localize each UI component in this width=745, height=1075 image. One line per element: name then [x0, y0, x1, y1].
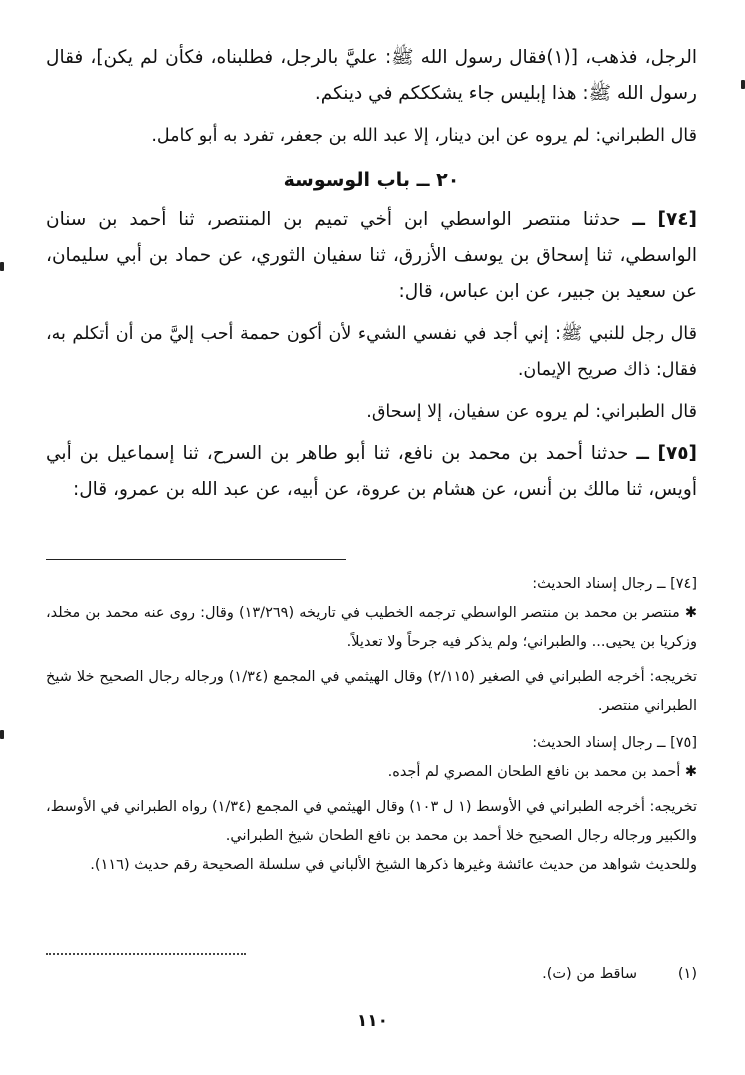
footnote-75-header: [٧٥] ــ رجال إسناد الحديث:: [532, 735, 697, 751]
hadith-74-chain: حدثنا منتصر الواسطي ابن أخي تميم بن المنتصر، ثنا أحمد بن سنان الواسطي، ثنا إسحاق بن يوسف الأزرق، ثنا سفيان الثوري، عن حماد بن أبي سليمان، عن سعيد بن جبير، عن ابن عباس، قال:: [46, 209, 697, 302]
margin-mark: [0, 730, 4, 739]
hadith-75-number: [٧٥] ــ: [636, 443, 698, 464]
main-text: [46, 40, 697, 508]
margin-mark: [0, 262, 4, 271]
footnote-75-takhrij: تخريجه: أخرجه الطبراني في الأوسط (١ ل ١٠٣) وقال الهيثمي في المجمع (١/٣٤) رواه الطبراني في الأوسط، والكبير ورجاله رجال الصحيح خلا أحمد بن محمد بن نافع الطحان شيخ الطبراني.: [46, 799, 697, 844]
hadith-74-text: قال رجل للنبي ﷺ: إني أجد في نفسي الشيء لأن أكون حممة أحب إليَّ من أن أتكلم به، فقال: ذاك صريح الإيمان.: [46, 324, 697, 380]
endnote-1-text: ساقط من (ت).: [542, 966, 637, 982]
tabarani-comment-1: قال الطبراني: لم يروه عن ابن دينار، إلا عبد الله بن جعفر، تفرد به أبو كامل.: [151, 126, 697, 146]
endnote-1: [46, 960, 697, 989]
footnote-75-narrator: ✱ أحمد بن محمد بن نافع الطحان المصري لم أجده.: [387, 764, 697, 780]
tabarani-comment-2: قال الطبراني: لم يروه عن سفيان، إلا إسحاق.: [366, 402, 697, 422]
hadith-75-chain: حدثنا أحمد بن محمد بن نافع، ثنا أبو طاهر بن السرح، ثنا إسماعيل بن أبي أويس، ثنا مالك بن أنس، عن هشام بن عروة، عن أبيه، عن عبد الله بن عمرو، قال:: [46, 443, 697, 500]
page-number: ١١٠: [356, 1011, 389, 1031]
hadith-75-isnad: [46, 436, 697, 508]
chapter-heading: ٢٠ ــ باب الوسوسة: [283, 169, 460, 191]
footnote-75-shawahid: وللحديث شواهد من حديث عائشة وغيرها ذكرها الشيخ الألباني في سلسلة الصحيحة رقم حديث (١١٦).: [90, 857, 697, 873]
hadith-74-isnad: [46, 202, 697, 310]
footnote-separator: [46, 559, 346, 560]
endnote-separator: [46, 953, 246, 955]
paragraph-continuation: الرجل، فذهب، [(١)فقال رسول الله ﷺ: عليَّ بالرجل، فطلبناه، فكأن لم يكن]، فقال رسول الله ﷺ: هذا إبليس جاء يشكككم في دينكم.: [46, 47, 698, 104]
footnote-74-header: [٧٤] ــ رجال إسناد الحديث:: [532, 576, 697, 592]
footnote-74-narrator: ✱ منتصر بن محمد بن منتصر الواسطي ترجمه الخطيب في تاريخه (١٣/٢٦٩) وقال: روى عنه محمد بن مخلد، وزكريا بن يحيى... والطبراني؛ ولم يذكر فيه جرحاً ولا تعديلاً.: [46, 605, 698, 650]
endnote-1-number: (١): [677, 966, 697, 982]
footnotes: [46, 562, 697, 880]
footnote-74-takhrij: تخريجه: أخرجه الطبراني في الصغير (٢/١١٥) وقال الهيثمي في المجمع (١/٣٤) ورجاله رجال الصحيح خلا شيخ الطبراني منتصر.: [46, 669, 697, 714]
margin-mark: [741, 80, 745, 89]
hadith-74-number: [٧٤] ــ: [632, 209, 697, 230]
